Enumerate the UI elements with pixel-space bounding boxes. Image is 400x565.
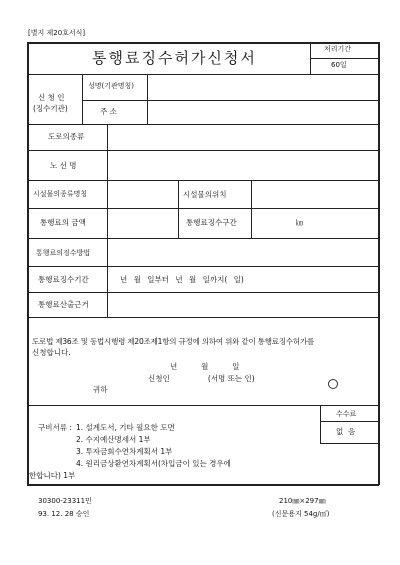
form-border-right [378, 42, 380, 485]
facility-type-label: 시설물의종류명칭 [33, 190, 88, 198]
row-line-6 [27, 266, 379, 267]
attachments-label: 구비서류 : [38, 423, 72, 432]
toll-section-field[interactable] [253, 210, 376, 236]
statement-recipient: 귀하 [93, 385, 108, 394]
statement-line-2: 신청합니다. [32, 348, 71, 357]
label-column-divider [107, 124, 108, 317]
row-line-7 [27, 292, 379, 293]
attachment-item-2: 2. 수지예산명세서 1부 [76, 435, 151, 444]
name-field[interactable] [149, 76, 376, 98]
address-label: 주 소 [100, 107, 117, 116]
form-border-bottom [27, 484, 379, 486]
applicant-mid-line [82, 100, 378, 101]
toll-amount-field[interactable] [109, 210, 177, 236]
footer-size: 210㎜×297㎜ [279, 497, 326, 505]
collection-method-label: 통행료의징수방법 [36, 249, 91, 257]
applicant-field-divider [147, 74, 148, 124]
processing-label: 처리기간 [324, 45, 352, 53]
row-line-9 [27, 405, 379, 406]
footer-code: 30300-23311민 [38, 497, 92, 505]
form-number: [별지 제20호서식] [28, 29, 86, 37]
attachment-continuation: 한합니다) 1부 [29, 471, 76, 480]
processing-divider [310, 58, 378, 59]
facility-location-field[interactable] [253, 182, 376, 206]
statement-line-1: 도로법 제36조 및 동법시행령 제20조제1항의 규정에 의하여 위와 같이 통행료징수허가를 [32, 337, 315, 346]
fee-label: 수수료 [336, 410, 357, 418]
section-unit: ㎞ [296, 219, 303, 227]
attachment-item-4: 4. 원리금상환연차계획서(차입금이 있는 경우에 [76, 459, 231, 468]
row-line-4 [27, 208, 379, 209]
statement-signer: 신청인 (서명 또는 인) [148, 374, 255, 383]
toll-amount-label: 통행료의 금액 [40, 218, 86, 227]
row-line-1 [27, 124, 379, 125]
applicant-label: 신 청 인 [38, 93, 65, 102]
attachment-item-3: 3. 투자금회수연차계획서 1부 [76, 447, 173, 456]
toll-section-label: 통행료징수구간 [186, 218, 237, 227]
address-field[interactable] [149, 102, 376, 122]
facility-divider-a [178, 180, 179, 238]
processing-value: 60일 [331, 61, 347, 69]
form-title: 통행료징수허가신청서 [92, 49, 257, 67]
period-label: 통행료징수기간 [38, 275, 89, 284]
attachment-item-1: 1. 설계도서, 기타 필요한 도면 [76, 423, 175, 432]
statement-date: 년 월 일 [170, 362, 240, 371]
fee-value: 없 음 [336, 427, 356, 436]
header-bottom-line [27, 74, 379, 75]
fee-bottom-line [320, 443, 378, 444]
basis-field[interactable] [109, 294, 376, 315]
facility-location-label: 시설물의위치 [183, 190, 227, 199]
road-type-label: 도로의종류 [48, 132, 85, 141]
footer-approval: 93. 12. 28 승인 [38, 510, 90, 518]
route-name-label: 노 선 명 [50, 161, 77, 170]
seal-mark [328, 374, 338, 393]
collection-method-field[interactable] [109, 240, 376, 264]
fee-mid-line [320, 421, 378, 422]
form-border-top [27, 42, 379, 44]
name-label: 성명(기관명칭) [88, 82, 135, 90]
row-line-3 [27, 180, 379, 181]
footer-paper: (신문용지 54g/㎡) [272, 510, 330, 518]
applicant-sub-label: (징수기관) [33, 104, 68, 113]
form-border-left [27, 42, 29, 485]
route-name-field[interactable] [109, 152, 376, 178]
facility-divider-b [251, 180, 252, 238]
row-line-5 [27, 238, 379, 239]
road-type-field[interactable] [109, 126, 376, 148]
basis-label: 통행료산출근거 [38, 300, 89, 309]
applicant-divider [82, 74, 83, 124]
row-line-8 [27, 317, 379, 318]
row-line-2 [27, 150, 379, 151]
fee-divider [320, 405, 321, 443]
period-value[interactable]: 년 월 일부터 년 월 일까지( 일) [120, 275, 244, 284]
facility-type-field[interactable] [109, 182, 177, 206]
